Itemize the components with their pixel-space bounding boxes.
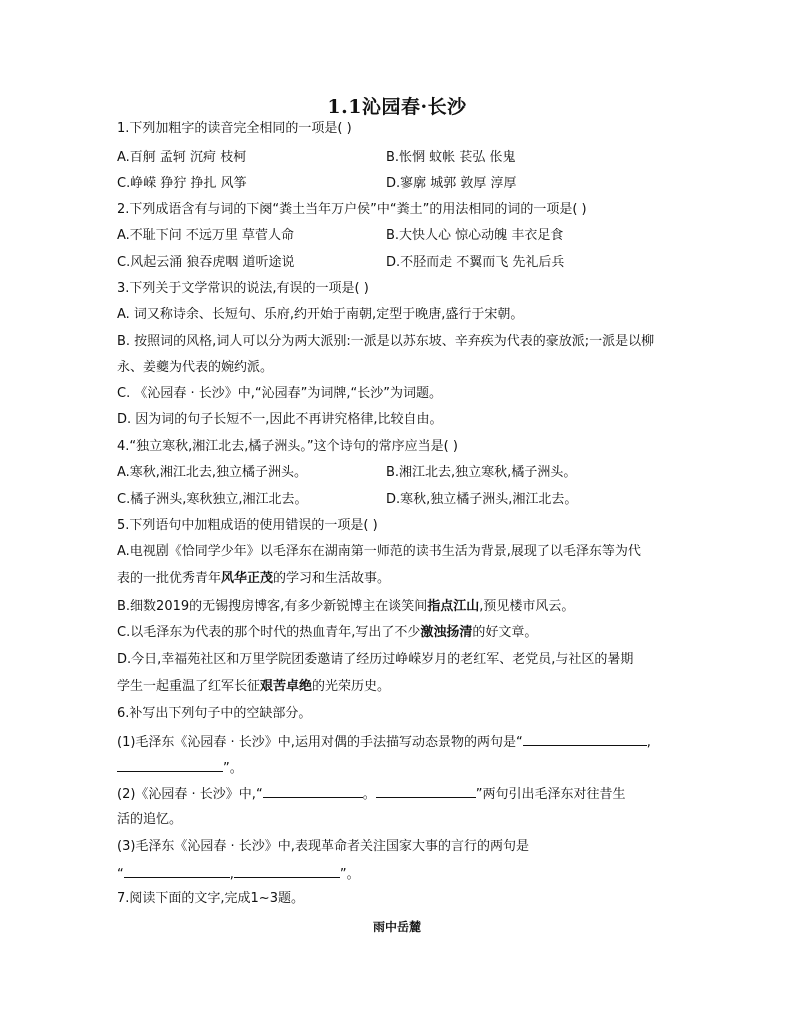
q4-stem: 4.“独立寒秋,湘江北去,橘子洲头。”这个诗句的常序应当是( ) xyxy=(117,439,458,454)
q5-option-b xyxy=(117,598,574,616)
q7-stem: 7.阅读下面的文字,完成1~3题。 xyxy=(117,891,304,906)
q6-item3-blank1[interactable] xyxy=(124,864,230,878)
q5-b-text-pre: B.细数2019的无锡搜房博客,有多少新锐博主在谈笑间 xyxy=(117,599,428,614)
q5-a-text-pre: 表的一批优秀青年 xyxy=(117,571,222,586)
q5-d-idiom: 艰苦卓绝 xyxy=(260,679,313,694)
q6-item1-close: ”。 xyxy=(223,761,243,776)
q6-item3-comma: , xyxy=(229,867,234,882)
q2-stem: 2.下列成语含有与词的下阕“粪土当年万户侯”中“粪土”的用法相同的词的一项是( ) xyxy=(117,202,587,217)
q5-c-text-pre: C.以毛泽东为代表的那个时代的热血青年,写出了不少 xyxy=(117,625,421,640)
q1-option-d: D.寥廓 城郭 敦厚 淳厚 xyxy=(386,176,517,191)
q4-option-b: B.湘江北去,独立寒秋,橘子洲头。 xyxy=(386,465,577,480)
q6-stem: 6.补写出下列句子中的空缺部分。 xyxy=(117,706,312,721)
q6-item3-line2 xyxy=(117,864,360,884)
q6-item2-line1 xyxy=(117,784,625,804)
q1-option-a: A.百舸 孟轲 沉疴 枝柯 xyxy=(117,150,247,165)
q3-option-b-line2: 永、姜夔为代表的婉约派。 xyxy=(117,360,274,375)
q6-item2-text-post: ”两句引出毛泽东对往昔生 xyxy=(475,787,626,802)
q1-option-b: B.怅惘 蚊帐 苌弘 伥鬼 xyxy=(386,150,516,165)
q5-option-d-line2 xyxy=(117,678,390,696)
q4-option-c: C.橘子洲头,寒秋独立,湘江北去。 xyxy=(117,492,308,507)
q3-option-c: C. 《沁园春 · 长沙》中,“沁园春”为词牌,“长沙”为词题。 xyxy=(117,386,442,401)
q6-item3-open: “ xyxy=(117,867,124,882)
q5-a-text-post: 的学习和生活故事。 xyxy=(273,571,391,586)
q5-b-idiom: 指点江山 xyxy=(427,599,480,614)
q1-stem: 1.下列加粗字的读音完全相同的一项是( ) xyxy=(117,121,352,136)
q3-option-a: A. 词又称诗余、长短句、乐府,约开始于南朝,定型于晚唐,盛行于宋朝。 xyxy=(117,307,524,322)
q3-option-b-line1: B. 按照词的风格,词人可以分为两大派别:一派是以苏东坡、辛弃疾为代表的豪放派;一派是以柳 xyxy=(117,334,655,349)
q5-c-text-post: 的好文章。 xyxy=(472,625,538,640)
q6-item1-blank1[interactable] xyxy=(523,732,647,746)
q2-option-c: C.风起云涌 狼吞虎咽 道听途说 xyxy=(117,255,295,270)
q5-d-text-pre: 学生一起重温了红军长征 xyxy=(117,679,261,694)
passage-title: 雨中岳麓 xyxy=(372,920,421,934)
q6-item3-line1: (3)毛泽东《沁园春 · 长沙》中,表现革命者关注国家大事的言行的两句是 xyxy=(117,839,529,854)
q1-option-c: C.峥嵘 狰狞 挣扎 风筝 xyxy=(117,176,247,191)
q5-b-text-post: ,预见楼市风云。 xyxy=(479,599,575,614)
q6-item1-line1 xyxy=(117,732,651,752)
page-title: 1.1沁园春·长沙 xyxy=(327,96,467,118)
q5-option-c xyxy=(117,624,537,642)
q2-option-b: B.大快人心 惊心动魄 丰衣足食 xyxy=(386,228,564,243)
q2-option-d: D.不胫而走 不翼而飞 先礼后兵 xyxy=(386,255,565,270)
q6-item1-text: (1)毛泽东《沁园春 · 长沙》中,运用对偶的手法描写动态景物的两句是“ xyxy=(117,735,523,750)
q6-item1-comma: , xyxy=(646,735,651,750)
q5-c-idiom: 激浊扬清 xyxy=(420,625,473,640)
q6-item2-line2: 活的追忆。 xyxy=(117,812,183,827)
q5-option-a-line1: A.电视剧《恰同学少年》以毛泽东在湖南第一师范的读书生活为背景,展现了以毛泽东等为代 xyxy=(117,544,641,559)
q3-stem: 3.下列关于文学常识的说法,有误的一项是( ) xyxy=(117,281,369,296)
q6-item3-close: ”。 xyxy=(339,867,360,882)
q2-option-a: A.不耻下问 不远万里 草菅人命 xyxy=(117,228,295,243)
q6-item1-line2 xyxy=(117,758,243,778)
q5-option-d-line1: D.今日,幸福苑社区和万里学院团委邀请了经历过峥嵘岁月的老红军、老党员,与社区的暑期 xyxy=(117,652,634,667)
q5-a-idiom: 风华正茂 xyxy=(221,571,274,586)
q5-stem: 5.下列语句中加粗成语的使用错误的一项是( ) xyxy=(117,518,378,533)
q5-option-a-line2 xyxy=(117,570,390,588)
q6-item2-blank2[interactable] xyxy=(376,784,476,798)
q6-item3-blank2[interactable] xyxy=(234,864,340,878)
q6-item2-text: (2)《沁园春 · 长沙》中,“ xyxy=(117,787,263,802)
q6-item2-period: 。 xyxy=(362,787,376,802)
q4-option-d: D.寒秋,独立橘子洲头,湘江北去。 xyxy=(386,492,578,507)
q6-item2-blank1[interactable] xyxy=(263,784,363,798)
q4-option-a: A.寒秋,湘江北去,独立橘子洲头。 xyxy=(117,465,308,480)
q3-option-d: D. 因为词的句子长短不一,因此不再讲究格律,比较自由。 xyxy=(117,412,443,427)
q6-item1-blank2[interactable] xyxy=(117,758,223,772)
q5-d-text-post: 的光荣历史。 xyxy=(312,679,391,694)
